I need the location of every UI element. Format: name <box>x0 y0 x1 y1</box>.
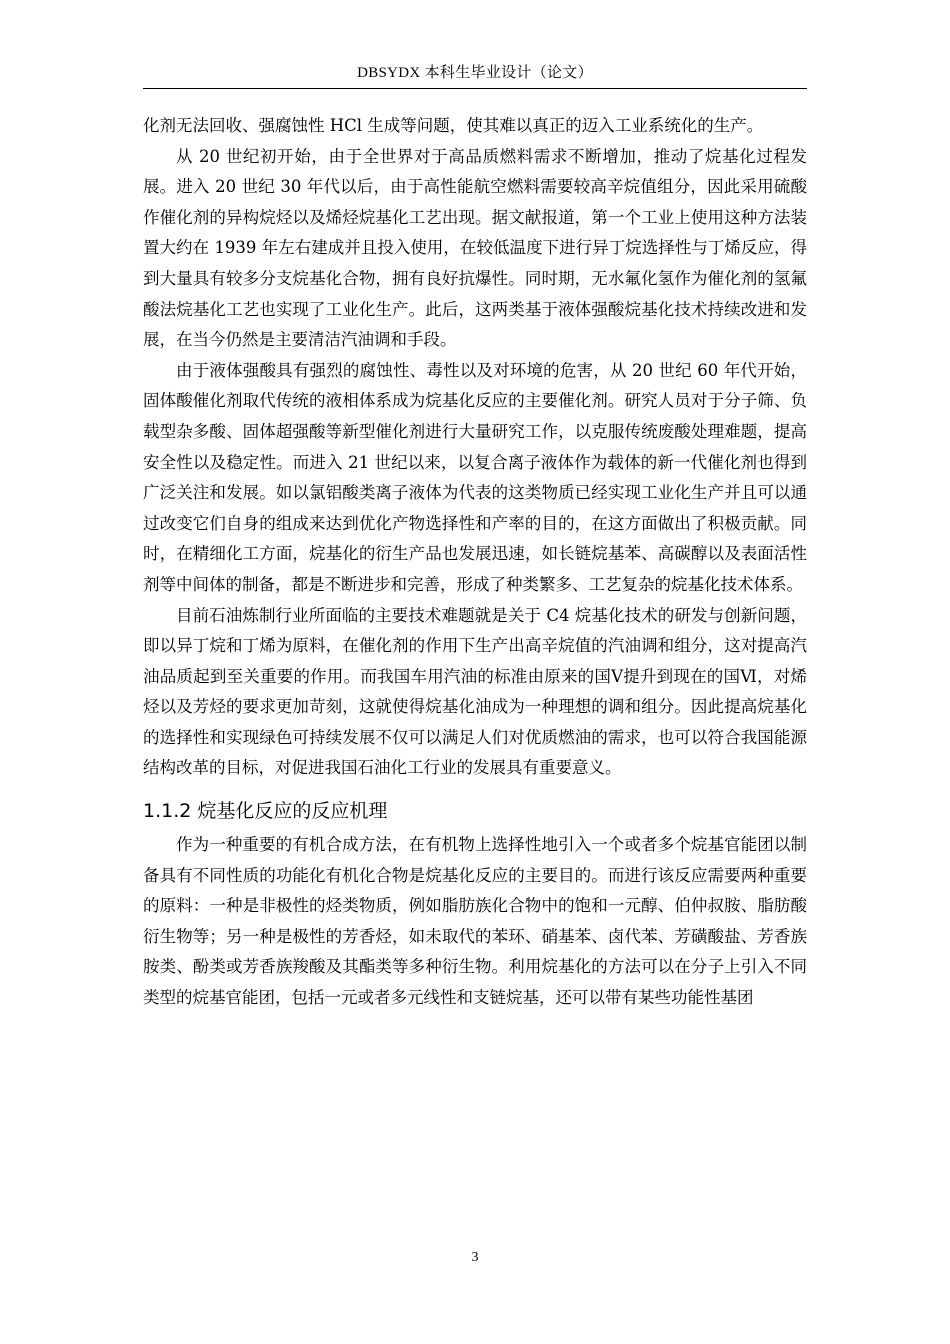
body-text <box>143 111 807 1014</box>
paragraph: 作为一种重要的有机合成方法，在有机物上选择性地引入一个或者多个烷基官能团以制备具有不同性质的功能化有机化合物是烷基化反应的主要目的。而进行该反应需要两种重要的原料：一种是非极性的烃类物质，例如脂肪族化合物中的饱和一元醇、伯仲叔胺、脂肪酸衍生物等；另一种是极性的芳香烃，如未取代的苯环、硝基苯、卤代苯、芳磺酸盐、芳香族胺类、酚类或芳香族羧酸及其酯类等多种衍生物。利用烷基化的方法可以在分子上引入不同类型的烷基官能团，包括一元或者多元线性和支链烷基，还可以带有某些功能性基团 <box>143 835 807 1008</box>
paragraph: 目前石油炼制行业所面临的主要技术难题就是关于 C4 烷基化技术的研发与创新问题，即以异丁烷和丁烯为原料，在催化剂的作用下生产出高辛烷值的汽油调和组分，这对提高汽油品质起到至关重要的作用。而我国车用汽油的标准由原来的国Ⅴ提升到现在的国Ⅵ，对烯烃以及芳烃的要求更加苛刻，这就使得烷基化油成为一种理想的调和组分。因此提高烷基化的选择性和实现绿色可持续发展不仅可以满足人们对优质燃油的需求，也可以符合我国能源结构改革的目标，对促进我国石油化工行业的发展具有重要意义。 <box>143 605 807 778</box>
header-divider <box>143 88 807 89</box>
page-number: 3 <box>471 1250 479 1265</box>
paragraph-continued: 化剂无法回收、强腐蚀性 HCl 生成等问题，使其难以真正的迈入工业系统化的生产。 <box>143 116 764 135</box>
section-heading: 1.1.2 烷基化反应的反应机理 <box>143 800 388 823</box>
paragraph: 从 20 世纪初开始，由于全世界对于高品质燃料需求不断增加，推动了烷基化过程发展。进入 20 世纪 30 年代以后，由于高性能航空燃料需要较高辛烷值组分，因此采用硫酸作催化剂的异构烷烃以及烯烃烷基化工艺出现。据文献报道，第一个工业上使用这种方法装置大约在 1939 年左右建成并且投入使用，在较低温度下进行异丁烷选择性与丁烯反应，得到大量具有较多分支烷基化合物，拥有良好抗爆性。同时期，无水氟化氢作为催化剂的氢氟酸法烷基化工艺也实现了工业化生产。此后，这两类基于液体强酸烷基化技术持续改进和发展，在当今仍然是主要清洁汽油调和手段。 <box>143 146 807 350</box>
running-header: DBSYDX 本科生毕业设计（论文） <box>357 65 593 81</box>
paragraph: 由于液体强酸具有强烈的腐蚀性、毒性以及对环境的危害，从 20 世纪 60 年代开始，固体酸催化剂取代传统的液相体系成为烷基化反应的主要催化剂。研究人员对于分子筛、负载型杂多酸、固体超强酸等新型催化剂进行大量研究工作，以克服传统废酸处理难题，提高安全性以及稳定性。而进入 21 世纪以来，以复合离子液体作为载体的新一代催化剂也得到广泛关注和发展。如以氯铝酸类离子液体为代表的这类物质已经实现工业化生产并且可以通过改变它们自身的组成来达到优化产物选择性和产率的目的，在这方面做出了积极贡献。同时，在精细化工方面，烷基化的衍生产品也发展迅速，如长链烷基苯、高碳醇以及表面活性剂等中间体的制备，都是不断进步和完善，形成了种类繁多、工艺复杂的烷基化技术体系。 <box>143 360 807 594</box>
